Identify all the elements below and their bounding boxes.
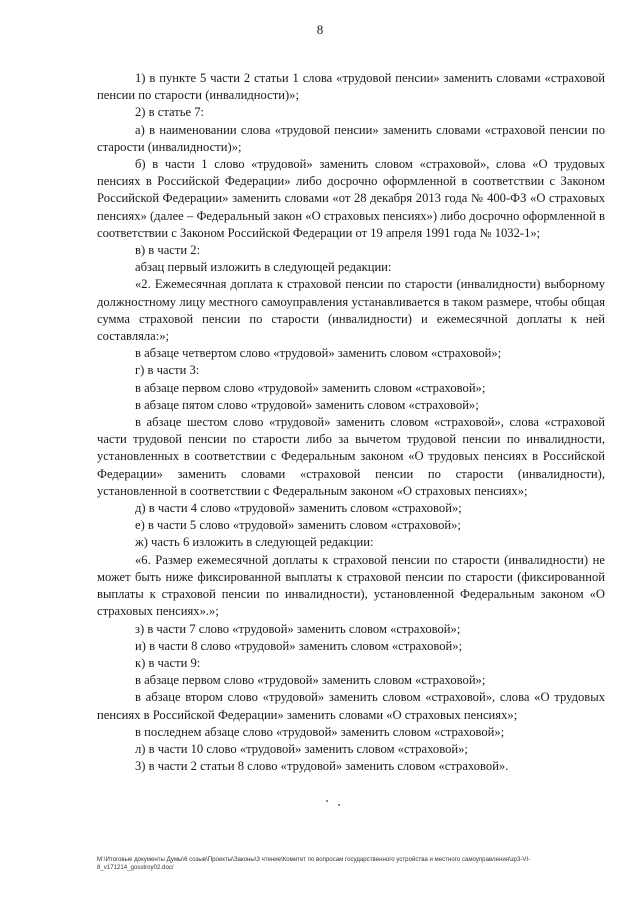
paragraph: «2. Ежемесячная доплата к страховой пенсии по старости (инвалидности) выборному должностному лицу местного самоуправления устанавливается в таком размере, чтобы общая сумма страховой пенсии по старости (инвалидности) и ежемесячной доплаты к ней составляла:»; [97, 277, 605, 344]
paragraph: в абзаце втором слово «трудовой» заменить словом «страховой», слова «О трудовых пенсиях в Российской Федерации» заменить словами «О страховых пенсиях»; [97, 690, 605, 722]
paragraph: л) в части 10 слово «трудовой» заменить словом «страховой»; [135, 741, 468, 756]
scan-speck [338, 804, 340, 806]
paragraph: в абзаце первом слово «трудовой» заменить словом «страховой»; [135, 380, 486, 395]
paragraph: в абзаце пятом слово «трудовой» заменить словом «страховой»; [135, 397, 479, 412]
paragraph: д) в части 4 слово «трудовой» заменить словом «страховой»; [135, 501, 462, 516]
paragraph: з) в части 7 слово «трудовой» заменить словом «страховой»; [135, 621, 461, 636]
paragraph: в) в части 2: [135, 243, 201, 258]
page-number: 8 [316, 22, 324, 37]
paragraph: к) в части 9: [135, 655, 201, 670]
paragraph: и) в части 8 слово «трудовой» заменить словом «страховой»; [135, 638, 463, 653]
paragraph: 2) в статье 7: [135, 105, 205, 120]
document-body [97, 70, 605, 775]
scan-speck [326, 800, 328, 802]
paragraph: е) в части 5 слово «трудовой» заменить словом «страховой»; [135, 518, 461, 533]
paragraph: «6. Размер ежемесячной доплаты к страховой пенсии по старости (инвалидности) не может быть ниже фиксированной выплаты к страховой пенсии по старости (фиксированной выплаты к страховой пенсии по инвалидности), установленной Федеральным законом «О страховых пенсиях».»; [97, 552, 605, 619]
paragraph: в абзаце шестом слово «трудовой» заменить словом «страховой», слова «страховой части трудовой пенсии по старости либо за вычетом трудовой пенсии по инвалидности, установленных в соответствии с Федеральным законом «О трудовых пенсиях в Российской Федерации» заменить словами «страховой пенсии по старости (инвалидности), установленной в соответствии с Федеральным законом «О страховых пенсиях»; [97, 415, 605, 498]
paragraph: в абзаце четвертом слово «трудовой» заменить словом «страховой»; [135, 346, 502, 361]
paragraph: г) в части 3: [135, 363, 200, 378]
paragraph: б) в части 1 слово «трудовой» заменить словом «страховой», слова «О трудовых пенсиях в Российской Федерации» либо досрочно оформленной в соответствии с Законом Российской Федерации» заменить словами «от 28 декабря 2013 года № 400-ФЗ «О страховых пенсиях» (далее – Федеральный закон «О страховых пенсиях») либо досрочно оформленной в соответствии с Законом Российской Федерации от 19 апреля 1991 года № 1032-1»; [97, 157, 605, 240]
paragraph: абзац первый изложить в следующей редакции: [135, 260, 392, 275]
paragraph: в абзаце первом слово «трудовой» заменить словом «страховой»; [135, 673, 486, 688]
paragraph: ж) часть 6 изложить в следующей редакции: [135, 535, 374, 550]
paragraph: а) в наименовании слова «трудовой пенсии» заменить словами «страховой пенсии по старости (инвалидности)»; [97, 122, 605, 154]
file-path-footer: M:\Итоговые документы Думы\6 созыв\Проекты\Законы\3 чтение\Комитет по вопросам государственного устройства и местного самоуправления\зр3-VI-8_v171214_gosstroy02.doc/ [97, 856, 531, 871]
paragraph: 3) в части 2 статьи 8 слово «трудовой» заменить словом «страховой». [135, 759, 509, 774]
paragraph: 1) в пункте 5 части 2 статьи 1 слова «трудовой пенсии» заменить словами «страховой пенсии по старости (инвалидности)»; [97, 71, 605, 103]
paragraph: в последнем абзаце слово «трудовой» заменить словом «страховой»; [135, 724, 505, 739]
